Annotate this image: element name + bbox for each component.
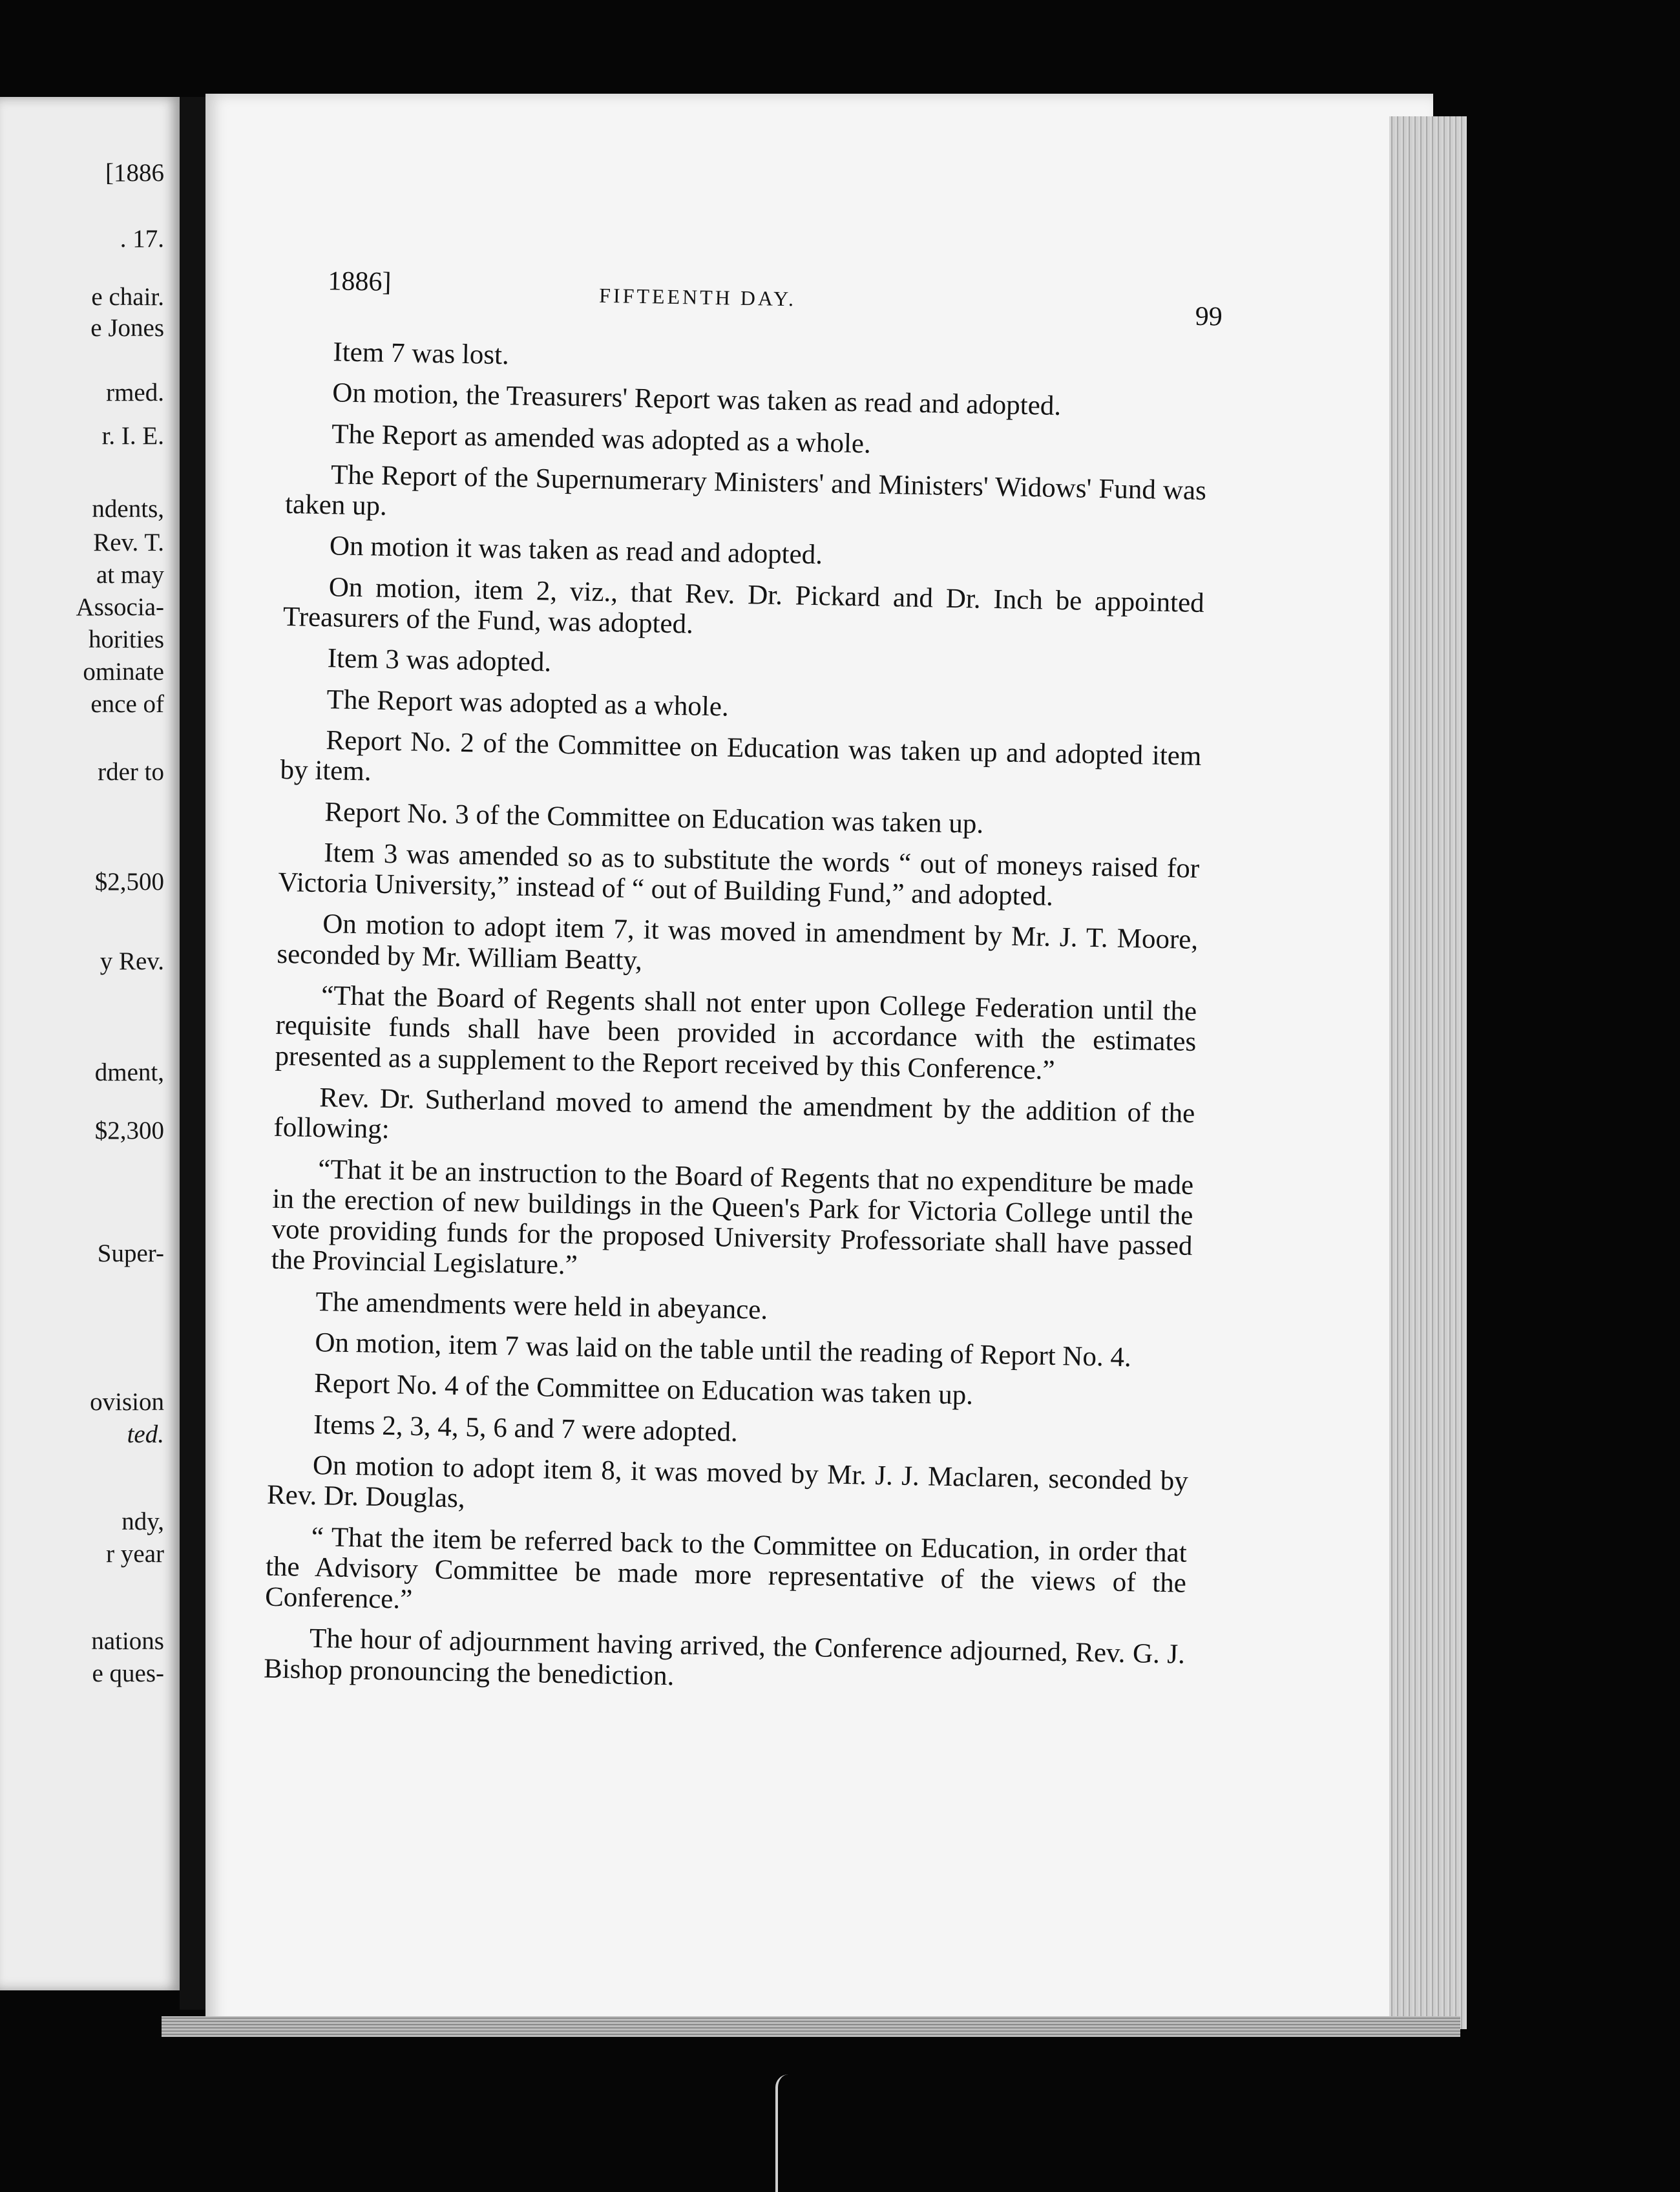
paragraph: The Report as amended was adopted as a whole.: [331, 418, 872, 459]
paragraph: On motion, item 2, viz., that Rev. Dr. Pickard and Dr. Inch be appointed Treasurers of the Fund, was adopted.: [282, 571, 1205, 640]
facing-page-line: rder to: [98, 758, 164, 786]
facing-page-line: Rev. T.: [93, 529, 164, 556]
header-year: 1886]: [328, 266, 392, 297]
paragraph: The amendments were held in abeyance.: [315, 1286, 768, 1325]
paragraph: The hour of adjournment having arrived, the Conference adjourned, Rev. G. J. Bishop pronouncing the benediction.: [263, 1623, 1186, 1691]
header-title: FIFTEENTH DAY.: [598, 283, 797, 311]
paragraph: Item 3 was amended so as to substitute the words “ out of moneys raised for Victoria University,” instead of “ out of Building Fund,” and adopted.: [278, 837, 1200, 912]
facing-page-line: r. I. E.: [101, 422, 164, 450]
facing-page-line: $2,500: [94, 868, 164, 896]
page-number: 99: [1195, 301, 1223, 332]
paragraph: On motion it was taken as read and adopted.: [329, 531, 823, 571]
paragraph: Report No. 2 of the Committee on Education was taken up and adopted item by item.: [280, 725, 1202, 787]
paragraph: Report No. 4 of the Committee on Education was taken up.: [313, 1368, 974, 1411]
facing-page-line: at may: [96, 561, 164, 589]
facing-page-line: r year: [106, 1540, 164, 1568]
facing-page-line: e chair.: [91, 283, 164, 311]
paragraph: Report No. 3 of the Committee on Education was taken up.: [324, 796, 984, 839]
facing-page-line: . 17.: [120, 225, 164, 253]
paragraph: Items 2, 3, 4, 5, 6 and 7 were adopted.: [313, 1409, 739, 1448]
paragraph: On motion to adopt item 8, it was moved by Mr. J. J. Maclaren, seconded by Rev. Dr. Douglas,: [266, 1449, 1189, 1514]
facing-page-line: e Jones: [90, 314, 164, 342]
book-gutter: [180, 97, 207, 2010]
facing-page-line: $2,300: [94, 1117, 164, 1144]
page-edge: [1389, 116, 1467, 2029]
facing-page-line: rmed.: [106, 379, 164, 406]
page-edge-curl: [775, 2074, 804, 2192]
page-text-block: [263, 265, 1223, 1711]
paragraph: Item 3 was adopted.: [327, 643, 552, 678]
paragraph: On motion to adopt item 7, it was moved in amendment by Mr. J. T. Moore, seconded by Mr. William Beatty,: [277, 909, 1199, 976]
quoted-motion: “That it be an instruction to the Board of Regents that no expenditure be made in the erection of new buildings in the Queen's Park for Victoria College until the vote providing funds for the proposed University Professoriate shall have passed the Provincial Legislature.”: [271, 1154, 1194, 1281]
facing-page-line: [1886: [105, 159, 164, 187]
facing-page-line: horities: [89, 626, 164, 653]
body-text: [264, 336, 1209, 1701]
quoted-motion: “That the Board of Regents shall not enter upon College Federation until the requisite funds shall have been provided in accordance with the estimates presented as a supplement to the Report received by this Conference.”: [275, 980, 1197, 1086]
facing-page-line: ovision: [90, 1388, 164, 1416]
facing-page-line: ominate: [83, 658, 164, 686]
paragraph: The Report was adopted as a whole.: [326, 684, 730, 722]
facing-page-line: ndents,: [92, 495, 164, 523]
facing-page-line: dment,: [94, 1059, 164, 1086]
paragraph: Rev. Dr. Sutherland moved to amend the amendment by the addition of the following:: [273, 1082, 1195, 1145]
facing-page: [0, 97, 180, 1990]
facing-page-line: e ques-: [92, 1660, 164, 1687]
paragraph: On motion, the Treasurers' Report was taken as read and adopted.: [331, 377, 1062, 422]
quoted-motion: “ That the item be referred back to the Committee on Education, in order that the Advisory Committee be made more representative of the views of the Conference.”: [264, 1521, 1188, 1615]
paragraph: On motion, item 7 was laid on the table until the reading of Report No. 4.: [315, 1327, 1132, 1373]
page-bottom-edge: [162, 2016, 1460, 2037]
facing-page-line: nations: [91, 1627, 164, 1655]
facing-page-line: Associa-: [76, 593, 164, 621]
facing-page-line: ted.: [127, 1420, 164, 1448]
facing-page-line: y Rev.: [100, 947, 164, 975]
facing-page-line: Super-: [97, 1239, 164, 1267]
paragraph: Item 7 was lost.: [333, 337, 510, 371]
paragraph: The Report of the Supernumerary Ministers' and Ministers' Widows' Fund was taken up.: [284, 459, 1207, 522]
facing-page-line: ndy,: [121, 1508, 164, 1535]
facing-page-line: ence of: [90, 690, 164, 718]
